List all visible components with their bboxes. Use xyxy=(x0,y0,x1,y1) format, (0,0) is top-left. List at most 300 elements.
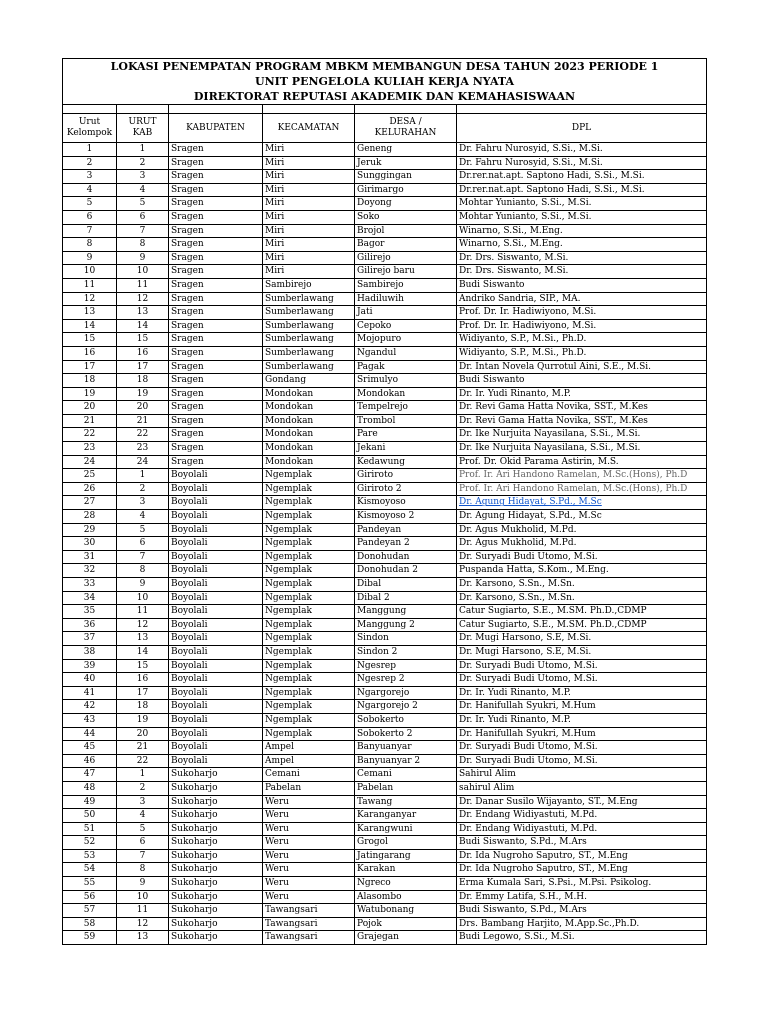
cell-urut-kab: 4 xyxy=(117,183,169,197)
cell-urut-kab: 1 xyxy=(117,469,169,483)
cell-desa: Grogol xyxy=(355,836,457,850)
cell-desa: Sunggingan xyxy=(355,170,457,184)
cell-kabupaten: Sukoharjo xyxy=(169,931,263,945)
table-row xyxy=(63,210,707,224)
cell-urut-kelompok: 3 xyxy=(63,170,117,184)
cell-kabupaten: Sukoharjo xyxy=(169,822,263,836)
cell-kabupaten: Sukoharjo xyxy=(169,809,263,823)
table-row xyxy=(63,510,707,524)
cell-urut-kelompok: 7 xyxy=(63,224,117,238)
cell-dpl: Dr. Endang Widiyastuti, M.Pd. xyxy=(457,822,707,836)
cell-kabupaten: Sragen xyxy=(169,442,263,456)
cell-dpl: Dr. Agung Hidayat, S.Pd., M.Sc xyxy=(457,510,707,524)
cell-desa: Tawang xyxy=(355,795,457,809)
table-row xyxy=(63,768,707,782)
cell-kabupaten: Boyolali xyxy=(169,618,263,632)
cell-kabupaten: Boyolali xyxy=(169,482,263,496)
cell-kecamatan: Weru xyxy=(263,863,355,877)
cell-dpl: Budi Legowo, S.Si., M.Si. xyxy=(457,931,707,945)
table-row xyxy=(63,741,707,755)
cell-dpl: Prof. Ir. Ari Handono Ramelan, M.Sc.(Hons), Ph.D xyxy=(457,482,707,496)
table-row xyxy=(63,632,707,646)
cell-kabupaten: Sragen xyxy=(169,374,263,388)
cell-urut-kab: 6 xyxy=(117,210,169,224)
cell-dpl: Budi Siswanto, S.Pd., M.Ars xyxy=(457,836,707,850)
table-row xyxy=(63,387,707,401)
table-row xyxy=(63,428,707,442)
cell-dpl: Dr. Ida Nugroho Saputro, ST., M.Eng xyxy=(457,863,707,877)
cell-kabupaten: Sukoharjo xyxy=(169,917,263,931)
cell-desa: Pabelan xyxy=(355,781,457,795)
cell-kecamatan: Miri xyxy=(263,156,355,170)
cell-desa: Trombol xyxy=(355,414,457,428)
cell-urut-kelompok: 53 xyxy=(63,849,117,863)
cell-kecamatan: Miri xyxy=(263,238,355,252)
cell-kecamatan: Tawangsari xyxy=(263,904,355,918)
cell-kecamatan: Weru xyxy=(263,836,355,850)
table-row xyxy=(63,197,707,211)
table-row xyxy=(63,727,707,741)
spacer-row xyxy=(63,105,707,114)
cell-dpl: Dr. Endang Widiyastuti, M.Pd. xyxy=(457,809,707,823)
table-row xyxy=(63,890,707,904)
table-body xyxy=(63,59,707,945)
table-row xyxy=(63,469,707,483)
cell-desa: Sobokerto xyxy=(355,713,457,727)
cell-kecamatan: Ngemplak xyxy=(263,645,355,659)
cell-desa: Pandeyan xyxy=(355,523,457,537)
table-row xyxy=(63,700,707,714)
cell-dpl: sahirul Alim xyxy=(457,781,707,795)
cell-urut-kelompok: 12 xyxy=(63,292,117,306)
cell-urut-kab: 2 xyxy=(117,156,169,170)
cell-dpl: Winarno, S.Si., M.Eng. xyxy=(457,224,707,238)
table-row xyxy=(63,809,707,823)
cell-dpl: Sahirul Alim xyxy=(457,768,707,782)
cell-desa: Ngreco xyxy=(355,877,457,891)
cell-urut-kelompok: 55 xyxy=(63,877,117,891)
cell-urut-kelompok: 9 xyxy=(63,251,117,265)
table-row xyxy=(63,877,707,891)
table-row xyxy=(63,278,707,292)
cell-desa: Manggung xyxy=(355,605,457,619)
cell-desa: Donohudan xyxy=(355,550,457,564)
cell-urut-kelompok: 35 xyxy=(63,605,117,619)
cell-dpl: Dr. Revi Gama Hatta Novika, SST., M.Kes xyxy=(457,414,707,428)
cell-dpl: Dr. Suryadi Budi Utomo, M.Si. xyxy=(457,659,707,673)
cell-desa: Pagak xyxy=(355,360,457,374)
cell-kabupaten: Boyolali xyxy=(169,550,263,564)
cell-desa: Banyuanyar 2 xyxy=(355,754,457,768)
cell-urut-kab: 21 xyxy=(117,741,169,755)
cell-kecamatan: Ngemplak xyxy=(263,713,355,727)
cell-urut-kelompok: 18 xyxy=(63,374,117,388)
cell-kecamatan: Ampel xyxy=(263,741,355,755)
cell-urut-kelompok: 5 xyxy=(63,197,117,211)
cell-urut-kab: 7 xyxy=(117,849,169,863)
table-row xyxy=(63,251,707,265)
cell-desa: Sindon xyxy=(355,632,457,646)
cell-urut-kab: 11 xyxy=(117,605,169,619)
cell-urut-kab: 20 xyxy=(117,401,169,415)
cell-urut-kab: 5 xyxy=(117,197,169,211)
cell-urut-kelompok: 26 xyxy=(63,482,117,496)
table-row xyxy=(63,904,707,918)
table-row xyxy=(63,673,707,687)
cell-urut-kelompok: 47 xyxy=(63,768,117,782)
table-row xyxy=(63,360,707,374)
cell-urut-kab: 3 xyxy=(117,496,169,510)
cell-desa: Watubonang xyxy=(355,904,457,918)
cell-desa: Giriroto xyxy=(355,469,457,483)
cell-desa: Doyong xyxy=(355,197,457,211)
cell-kabupaten: Boyolali xyxy=(169,469,263,483)
cell-kecamatan: Weru xyxy=(263,849,355,863)
cell-dpl: Prof. Dr. Okid Parama Astirin, M.S. xyxy=(457,455,707,469)
table-row xyxy=(63,754,707,768)
table-row xyxy=(63,170,707,184)
cell-urut-kab: 11 xyxy=(117,904,169,918)
table-row xyxy=(63,306,707,320)
header-desa-kelurahan: DESA / KELURAHAN xyxy=(355,114,457,143)
cell-kecamatan: Miri xyxy=(263,183,355,197)
cell-urut-kab: 19 xyxy=(117,387,169,401)
cell-kecamatan: Mondokan xyxy=(263,414,355,428)
cell-dpl: Dr. Fahru Nurosyid, S.Si., M.Si. xyxy=(457,143,707,157)
cell-desa: Sambirejo xyxy=(355,278,457,292)
cell-desa: Manggung 2 xyxy=(355,618,457,632)
table-row xyxy=(63,455,707,469)
cell-urut-kab: 13 xyxy=(117,931,169,945)
cell-kabupaten: Sragen xyxy=(169,387,263,401)
cell-desa: Cemani xyxy=(355,768,457,782)
cell-kabupaten: Boyolali xyxy=(169,713,263,727)
cell-kabupaten: Boyolali xyxy=(169,741,263,755)
cell-kabupaten: Boyolali xyxy=(169,727,263,741)
cell-desa: Kismoyoso xyxy=(355,496,457,510)
cell-dpl: Andriko Sandria, SIP., MA. xyxy=(457,292,707,306)
cell-urut-kelompok: 58 xyxy=(63,917,117,931)
cell-kecamatan: Ngemplak xyxy=(263,700,355,714)
cell-kabupaten: Sragen xyxy=(169,292,263,306)
cell-kecamatan: Ngemplak xyxy=(263,686,355,700)
cell-urut-kelompok: 45 xyxy=(63,741,117,755)
cell-desa: Cepoko xyxy=(355,319,457,333)
cell-kabupaten: Sragen xyxy=(169,224,263,238)
cell-kecamatan: Gondang xyxy=(263,374,355,388)
cell-kecamatan: Miri xyxy=(263,265,355,279)
table-row xyxy=(63,537,707,551)
cell-urut-kelompok: 2 xyxy=(63,156,117,170)
table-row xyxy=(63,442,707,456)
cell-kabupaten: Boyolali xyxy=(169,754,263,768)
cell-urut-kab: 1 xyxy=(117,143,169,157)
cell-urut-kab: 22 xyxy=(117,428,169,442)
cell-kecamatan: Weru xyxy=(263,809,355,823)
cell-urut-kab: 12 xyxy=(117,917,169,931)
cell-urut-kab: 21 xyxy=(117,414,169,428)
cell-dpl: Drs. Bambang Harjito, M.App.Sc.,Ph.D. xyxy=(457,917,707,931)
cell-kabupaten: Sragen xyxy=(169,143,263,157)
table-row xyxy=(63,238,707,252)
cell-desa: Grajegan xyxy=(355,931,457,945)
cell-kecamatan: Ngemplak xyxy=(263,605,355,619)
cell-kabupaten: Boyolali xyxy=(169,673,263,687)
cell-desa: Kedawung xyxy=(355,455,457,469)
table-row xyxy=(63,183,707,197)
cell-urut-kab: 12 xyxy=(117,618,169,632)
cell-dpl: Mohtar Yunianto, S.Si., M.Si. xyxy=(457,197,707,211)
cell-urut-kelompok: 23 xyxy=(63,442,117,456)
cell-kecamatan: Ngemplak xyxy=(263,523,355,537)
cell-urut-kelompok: 11 xyxy=(63,278,117,292)
cell-kecamatan: Pabelan xyxy=(263,781,355,795)
cell-desa: Mondokan xyxy=(355,387,457,401)
directorate-title: DIREKTORAT REPUTASI AKADEMIK DAN KEMAHASISWAAN xyxy=(63,89,707,105)
cell-urut-kab: 15 xyxy=(117,659,169,673)
title-row xyxy=(63,74,707,89)
cell-kecamatan: Ngemplak xyxy=(263,727,355,741)
cell-dpl: Dr. Revi Gama Hatta Novika, SST., M.Kes xyxy=(457,401,707,415)
cell-urut-kelompok: 27 xyxy=(63,496,117,510)
cell-dpl: Catur Sugiarto, S.E., M.SM. Ph.D.,CDMP xyxy=(457,618,707,632)
cell-desa: Pojok xyxy=(355,917,457,931)
cell-desa: Alasombo xyxy=(355,890,457,904)
cell-dpl[interactable]: Dr. Agung Hidayat, S.Pd., M.Sc xyxy=(457,496,707,510)
cell-kabupaten: Sragen xyxy=(169,414,263,428)
cell-kecamatan: Miri xyxy=(263,251,355,265)
cell-dpl: Dr. Suryadi Budi Utomo, M.Si. xyxy=(457,673,707,687)
table-row xyxy=(63,822,707,836)
cell-kecamatan: Ngemplak xyxy=(263,632,355,646)
table-row xyxy=(63,333,707,347)
cell-urut-kab: 12 xyxy=(117,292,169,306)
cell-kabupaten: Sragen xyxy=(169,428,263,442)
cell-kecamatan: Ngemplak xyxy=(263,537,355,551)
cell-kecamatan: Weru xyxy=(263,877,355,891)
cell-dpl: Erma Kumala Sari, S.Psi., M.Psi. Psikolog. xyxy=(457,877,707,891)
cell-kecamatan: Miri xyxy=(263,197,355,211)
cell-kecamatan: Mondokan xyxy=(263,442,355,456)
cell-dpl: Dr. Drs. Siswanto, M.Si. xyxy=(457,265,707,279)
header-urut-kelompok: Urut Kelompok xyxy=(63,114,117,143)
cell-urut-kelompok: 42 xyxy=(63,700,117,714)
cell-kabupaten: Sragen xyxy=(169,346,263,360)
table-row xyxy=(63,849,707,863)
cell-kecamatan: Mondokan xyxy=(263,387,355,401)
cell-kecamatan: Weru xyxy=(263,795,355,809)
unit-title: UNIT PENGELOLA KULIAH KERJA NYATA xyxy=(63,74,707,89)
cell-desa: Karangwuni xyxy=(355,822,457,836)
header-row xyxy=(63,114,707,143)
table-row xyxy=(63,482,707,496)
cell-dpl: Dr. Mugi Harsono, S.E, M.Si. xyxy=(457,645,707,659)
cell-desa: Soko xyxy=(355,210,457,224)
cell-dpl: Dr. Suryadi Budi Utomo, M.Si. xyxy=(457,550,707,564)
cell-urut-kab: 7 xyxy=(117,224,169,238)
cell-kecamatan: Ngemplak xyxy=(263,578,355,592)
cell-dpl: Dr. Hanifullah Syukri, M.Hum xyxy=(457,727,707,741)
cell-urut-kelompok: 13 xyxy=(63,306,117,320)
cell-desa: Jekani xyxy=(355,442,457,456)
cell-desa: Gilirejo xyxy=(355,251,457,265)
cell-urut-kelompok: 49 xyxy=(63,795,117,809)
cell-urut-kelompok: 54 xyxy=(63,863,117,877)
cell-urut-kelompok: 20 xyxy=(63,401,117,415)
cell-kabupaten: Sragen xyxy=(169,197,263,211)
cell-urut-kelompok: 30 xyxy=(63,537,117,551)
cell-kabupaten: Sukoharjo xyxy=(169,863,263,877)
cell-urut-kelompok: 37 xyxy=(63,632,117,646)
cell-kabupaten: Sragen xyxy=(169,210,263,224)
cell-desa: Sobokerto 2 xyxy=(355,727,457,741)
cell-urut-kelompok: 59 xyxy=(63,931,117,945)
cell-dpl: Prof. Dr. Ir. Hadiwiyono, M.Si. xyxy=(457,306,707,320)
table-row xyxy=(63,496,707,510)
cell-urut-kab: 23 xyxy=(117,442,169,456)
table-row xyxy=(63,863,707,877)
cell-urut-kelompok: 25 xyxy=(63,469,117,483)
title-row xyxy=(63,59,707,75)
cell-urut-kelompok: 31 xyxy=(63,550,117,564)
cell-dpl: Dr.rer.nat.apt. Saptono Hadi, S.Si., M.Si. xyxy=(457,170,707,184)
cell-urut-kab: 9 xyxy=(117,251,169,265)
header-kecamatan: KECAMATAN xyxy=(263,114,355,143)
cell-urut-kelompok: 51 xyxy=(63,822,117,836)
cell-dpl: Dr. Ida Nugroho Saputro, ST., M.Eng xyxy=(457,849,707,863)
cell-dpl: Dr. Ir. Yudi Rinanto, M.P. xyxy=(457,686,707,700)
cell-dpl: Catur Sugiarto, S.E., M.SM. Ph.D.,CDMP xyxy=(457,605,707,619)
cell-desa: Girimargo xyxy=(355,183,457,197)
cell-urut-kab: 13 xyxy=(117,306,169,320)
cell-kecamatan: Sumberlawang xyxy=(263,292,355,306)
cell-kabupaten: Sragen xyxy=(169,306,263,320)
cell-kecamatan: Weru xyxy=(263,890,355,904)
cell-kabupaten: Sragen xyxy=(169,156,263,170)
cell-dpl: Dr. Ike Nurjuita Nayasilana, S.Si., M.Si. xyxy=(457,428,707,442)
cell-urut-kab: 5 xyxy=(117,523,169,537)
cell-kabupaten: Sragen xyxy=(169,278,263,292)
cell-urut-kab: 20 xyxy=(117,727,169,741)
header-kabupaten: KABUPATEN xyxy=(169,114,263,143)
cell-kecamatan: Mondokan xyxy=(263,455,355,469)
cell-urut-kelompok: 40 xyxy=(63,673,117,687)
header-urut-kab: URUT KAB xyxy=(117,114,169,143)
cell-dpl: Dr. Agus Mukholid, M.Pd. xyxy=(457,523,707,537)
cell-urut-kelompok: 29 xyxy=(63,523,117,537)
cell-desa: Ngargorejo 2 xyxy=(355,700,457,714)
cell-dpl: Mohtar Yunianto, S.Si., M.Si. xyxy=(457,210,707,224)
cell-urut-kab: 13 xyxy=(117,632,169,646)
cell-desa: Karanganyar xyxy=(355,809,457,823)
cell-kecamatan: Ampel xyxy=(263,754,355,768)
cell-desa: Mojopuro xyxy=(355,333,457,347)
cell-desa: Kismoyoso 2 xyxy=(355,510,457,524)
table-row xyxy=(63,414,707,428)
cell-urut-kab: 4 xyxy=(117,809,169,823)
table-row xyxy=(63,578,707,592)
cell-kabupaten: Sragen xyxy=(169,401,263,415)
cell-kabupaten: Sragen xyxy=(169,319,263,333)
cell-urut-kelompok: 48 xyxy=(63,781,117,795)
cell-urut-kab: 10 xyxy=(117,591,169,605)
cell-urut-kelompok: 22 xyxy=(63,428,117,442)
table-row xyxy=(63,713,707,727)
cell-kecamatan: Sumberlawang xyxy=(263,319,355,333)
cell-kabupaten: Boyolali xyxy=(169,496,263,510)
cell-urut-kab: 24 xyxy=(117,455,169,469)
cell-urut-kelompok: 46 xyxy=(63,754,117,768)
cell-urut-kab: 2 xyxy=(117,482,169,496)
cell-kecamatan: Ngemplak xyxy=(263,564,355,578)
cell-kabupaten: Boyolali xyxy=(169,686,263,700)
cell-kabupaten: Sragen xyxy=(169,183,263,197)
cell-urut-kelompok: 15 xyxy=(63,333,117,347)
cell-kecamatan: Miri xyxy=(263,224,355,238)
cell-dpl: Dr. Mugi Harsono, S.E, M.Si. xyxy=(457,632,707,646)
cell-urut-kelompok: 50 xyxy=(63,809,117,823)
cell-dpl: Widiyanto, S.P., M.Si., Ph.D. xyxy=(457,333,707,347)
table-row xyxy=(63,319,707,333)
cell-desa: Jatingarang xyxy=(355,849,457,863)
table-row xyxy=(63,659,707,673)
cell-kabupaten: Boyolali xyxy=(169,578,263,592)
cell-urut-kelompok: 34 xyxy=(63,591,117,605)
table-row xyxy=(63,605,707,619)
cell-kabupaten: Boyolali xyxy=(169,537,263,551)
cell-kabupaten: Sukoharjo xyxy=(169,795,263,809)
cell-kabupaten: Boyolali xyxy=(169,564,263,578)
table-row xyxy=(63,645,707,659)
cell-dpl: Dr. Karsono, S.Sn., M.Sn. xyxy=(457,591,707,605)
cell-desa: Giriroto 2 xyxy=(355,482,457,496)
cell-desa: Gilirejo baru xyxy=(355,265,457,279)
table-row xyxy=(63,523,707,537)
cell-urut-kelompok: 17 xyxy=(63,360,117,374)
cell-desa: Dibal xyxy=(355,578,457,592)
cell-kecamatan: Tawangsari xyxy=(263,931,355,945)
cell-urut-kelompok: 16 xyxy=(63,346,117,360)
dpl-placement-table xyxy=(62,58,707,945)
cell-desa: Ngesrep 2 xyxy=(355,673,457,687)
cell-dpl: Dr. Fahru Nurosyid, S.Si., M.Si. xyxy=(457,156,707,170)
cell-urut-kelompok: 52 xyxy=(63,836,117,850)
cell-kecamatan: Ngemplak xyxy=(263,673,355,687)
cell-dpl: Dr.rer.nat.apt. Saptono Hadi, S.Si., M.Si. xyxy=(457,183,707,197)
cell-desa: Sindon 2 xyxy=(355,645,457,659)
cell-dpl: Dr. Intan Novela Qurrotul Aini, S.E., M.Si. xyxy=(457,360,707,374)
table-row xyxy=(63,564,707,578)
cell-urut-kelompok: 39 xyxy=(63,659,117,673)
cell-urut-kab: 17 xyxy=(117,686,169,700)
cell-urut-kelompok: 56 xyxy=(63,890,117,904)
cell-kecamatan: Sumberlawang xyxy=(263,346,355,360)
cell-kabupaten: Boyolali xyxy=(169,659,263,673)
cell-dpl: Dr. Karsono, S.Sn., M.Sn. xyxy=(457,578,707,592)
cell-urut-kelompok: 28 xyxy=(63,510,117,524)
cell-kecamatan: Weru xyxy=(263,822,355,836)
cell-urut-kab: 19 xyxy=(117,713,169,727)
cell-kecamatan: Sambirejo xyxy=(263,278,355,292)
cell-kabupaten: Boyolali xyxy=(169,700,263,714)
table-row xyxy=(63,781,707,795)
cell-urut-kelompok: 1 xyxy=(63,143,117,157)
cell-kecamatan: Ngemplak xyxy=(263,659,355,673)
cell-kabupaten: Sragen xyxy=(169,265,263,279)
cell-urut-kab: 9 xyxy=(117,877,169,891)
cell-urut-kab: 6 xyxy=(117,836,169,850)
cell-urut-kab: 7 xyxy=(117,550,169,564)
